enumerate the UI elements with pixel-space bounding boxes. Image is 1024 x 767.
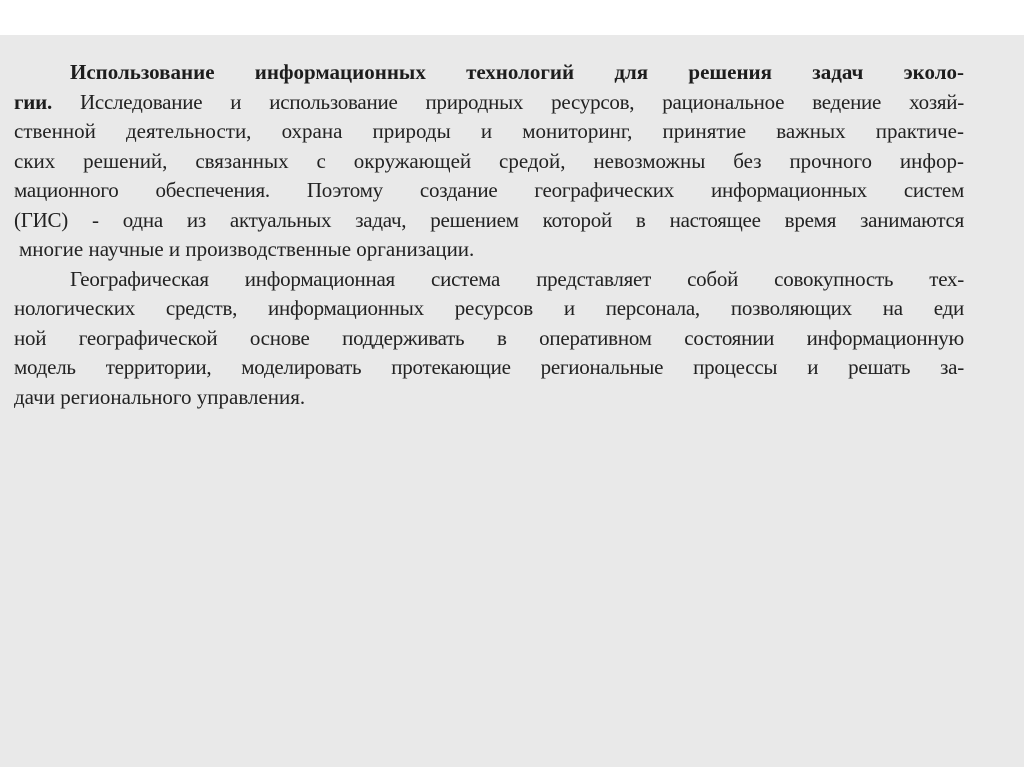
bold-heading-text: Использование информационных технологий для решения задач эколо- [70, 60, 964, 84]
text-line: мационного обеспечения. Поэтому создание географических информационных систем [14, 178, 964, 202]
text-line: ной географической основе поддерживать в оперативном состоянии информационную [14, 325, 964, 350]
paragraph-ecology [14, 58, 964, 265]
text-line: нологических средств, информационных ресурсов и персонала, позволяющих на еди [14, 296, 964, 320]
text-line: дачи регионального управления. [14, 384, 306, 409]
document-text [14, 58, 964, 412]
text-line: многие научные и производственные организации. [19, 237, 475, 261]
text-line: Географическая информационная система представляет собой совокупность тех- [70, 266, 964, 291]
text-line: (ГИС) - одна из актуальных задач, решением которой в настоящее время занимаются [14, 207, 964, 232]
text-line [14, 88, 964, 118]
text-line [14, 58, 964, 88]
text-line: модель территории, моделировать протекающие региональные процессы и решать за- [14, 355, 964, 379]
text-line: ственной деятельности, охрана природы и мониторинг, принятие важных практиче- [14, 119, 964, 143]
paragraph-gis-definition [14, 265, 964, 413]
line-text: Исследование и использование природных ресурсов, рациональное ведение хозяй- [52, 89, 964, 114]
text-line: ских решений, связанных с окружающей средой, невозможны без прочного инфор- [14, 148, 964, 173]
bold-heading-text: гии. [14, 89, 52, 114]
